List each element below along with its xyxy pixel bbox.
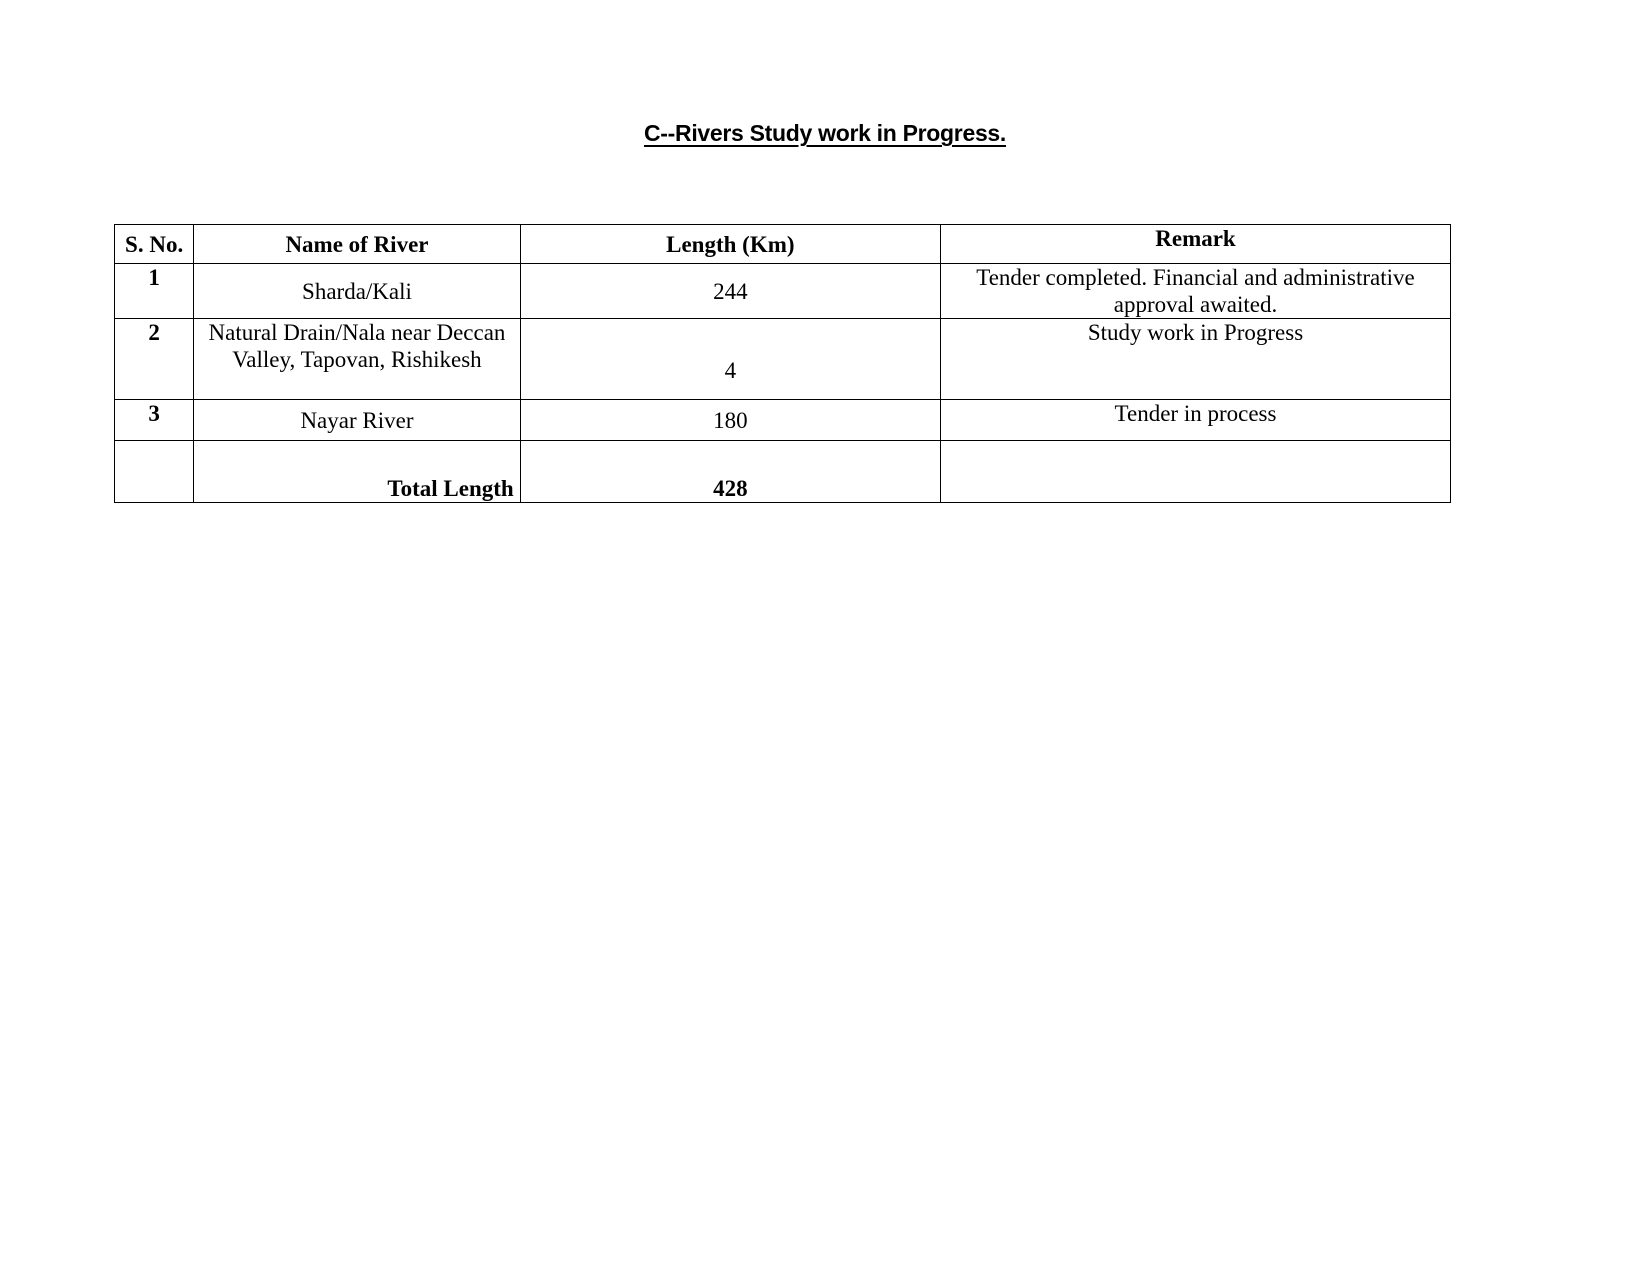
- row-sno: 3: [115, 400, 194, 441]
- row-length: 180: [520, 400, 940, 441]
- header-sno: S. No.: [115, 225, 194, 264]
- row-river-name: Nayar River: [194, 400, 520, 441]
- row-river-name: Sharda/Kali: [194, 264, 520, 319]
- row-sno: 1: [115, 264, 194, 319]
- rivers-table: [114, 224, 1451, 503]
- header-remark: Remark: [940, 225, 1450, 264]
- row-remark: Tender completed. Financial and administrative approval awaited.: [940, 264, 1450, 319]
- total-label: Total Length: [194, 441, 520, 503]
- row-length: 244: [520, 264, 940, 319]
- row-remark: Tender in process: [940, 400, 1450, 441]
- row-length-value: 4: [724, 357, 737, 383]
- row-length: [520, 319, 940, 400]
- header-name: Name of River: [194, 225, 520, 264]
- table-row: [115, 319, 1451, 400]
- table-row: [115, 264, 1451, 319]
- header-length: Length (Km): [520, 225, 940, 264]
- table-row: [115, 400, 1451, 441]
- total-sno-empty: [115, 441, 194, 503]
- page-title-text: C--Rivers Study work in Progress.: [643, 120, 1007, 146]
- total-row: [115, 441, 1451, 503]
- row-sno: 2: [115, 319, 194, 400]
- row-remark: Study work in Progress: [940, 319, 1450, 400]
- row-river-name: Natural Drain/Nala near Deccan Valley, Tapovan, Rishikesh: [194, 319, 520, 400]
- table-header-row: [115, 225, 1451, 264]
- total-remark-empty: [940, 441, 1450, 503]
- page-title: [0, 120, 1650, 147]
- total-value: 428: [520, 441, 940, 503]
